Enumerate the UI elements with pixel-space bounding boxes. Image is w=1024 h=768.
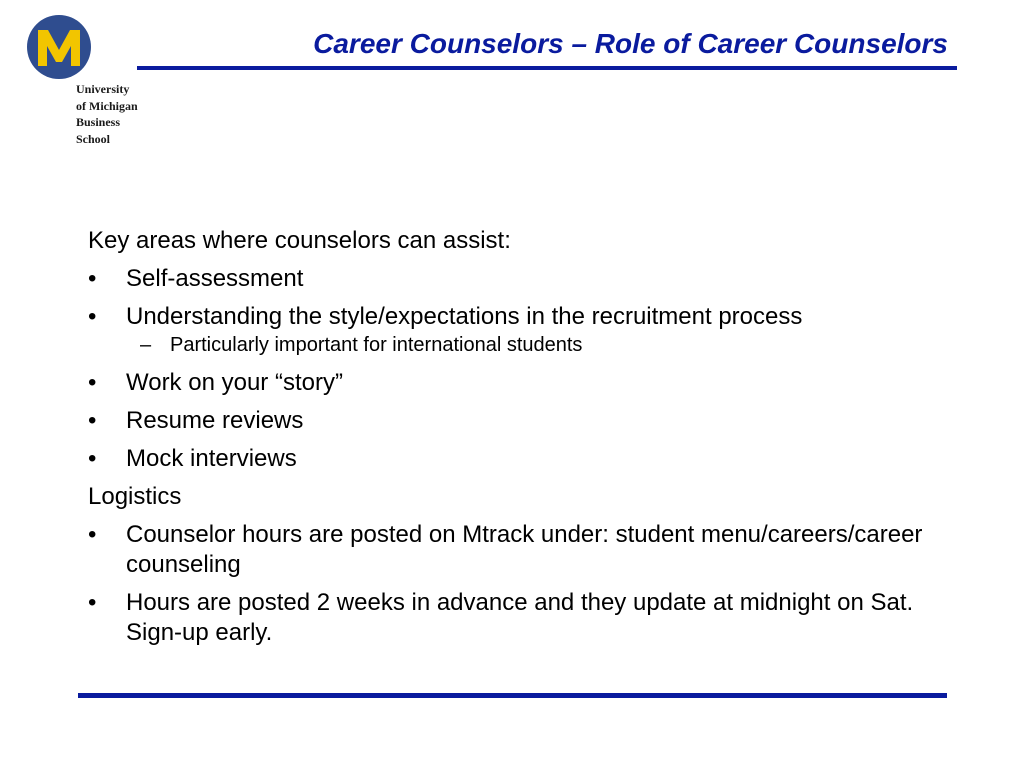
section-heading-key-areas: Key areas where counselors can assist:	[88, 227, 511, 254]
bullet-marker: •	[88, 521, 97, 548]
list-item-text: Resume reviews	[126, 407, 304, 434]
list-item-text: Counselor hours are posted on Mtrack under: student menu/careers/career counseling	[126, 521, 923, 578]
slide-body	[88, 226, 968, 656]
list-item-text: Understanding the style/expectations in the recruitment process	[126, 303, 803, 330]
list-item-text: Self-assessment	[126, 265, 304, 292]
logo-wordmark	[76, 81, 138, 147]
list-item	[88, 264, 968, 294]
title-divider	[137, 66, 957, 70]
list-item	[88, 302, 968, 332]
bullet-marker: •	[88, 369, 97, 396]
list-item-text: Work on your “story”	[126, 369, 343, 396]
list-item	[88, 588, 968, 648]
university-of-michigan-m-logo-icon	[26, 14, 92, 80]
section-heading-logistics: Logistics	[88, 483, 182, 510]
logo-line: University	[76, 82, 130, 96]
slide-title: Career Counselors – Role of Career Counselors	[313, 28, 948, 59]
footer-divider	[78, 693, 947, 698]
list-item	[88, 520, 968, 580]
list-item	[88, 444, 968, 474]
bullet-marker: •	[88, 589, 97, 616]
dash-marker: –	[140, 334, 152, 356]
bullet-marker: •	[88, 303, 97, 330]
logo-line: School	[76, 131, 111, 146]
list-item-text: Mock interviews	[126, 445, 297, 472]
bullet-marker: •	[88, 407, 97, 434]
sub-list-item	[88, 332, 968, 358]
logo-line: Business	[76, 115, 121, 129]
logo-line: of Michigan	[76, 98, 138, 113]
list-item	[88, 406, 968, 436]
list-item	[88, 368, 968, 398]
list-item-text: Hours are posted 2 weeks in advance and they update at midnight on Sat. Sign-up early.	[126, 589, 914, 646]
bullet-marker: •	[88, 265, 97, 292]
bullet-marker: •	[88, 445, 97, 472]
sub-list-item-text: Particularly important for international students	[170, 334, 583, 356]
